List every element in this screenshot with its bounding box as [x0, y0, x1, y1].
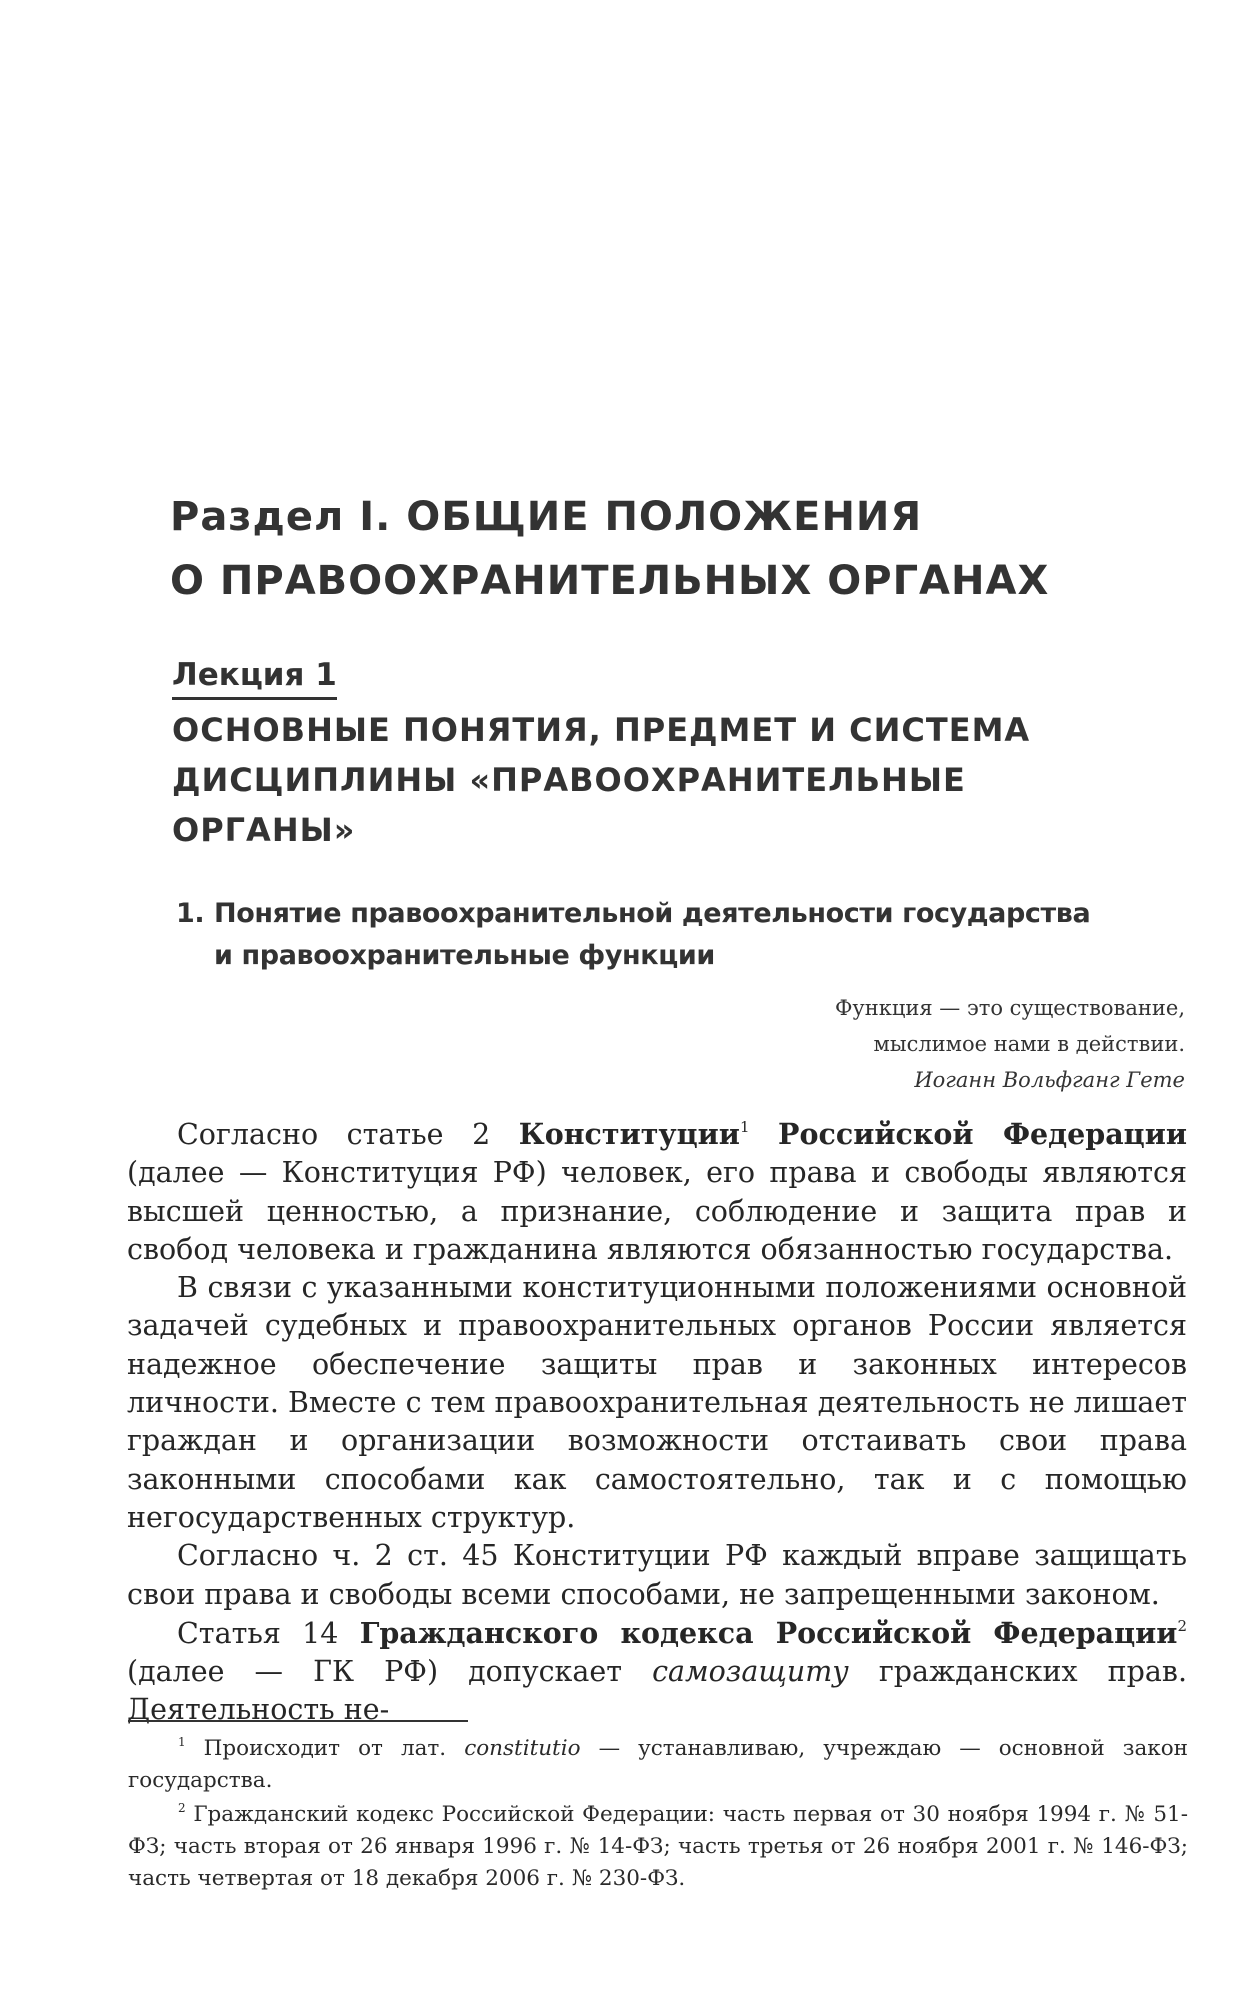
subsection-number: 1.	[176, 898, 205, 929]
footnote-1	[128, 1733, 1188, 1797]
p1-space	[750, 1118, 779, 1151]
footnote-ref-2[interactable]: 2	[1177, 1616, 1187, 1635]
lecture-title-line2: ДИСЦИПЛИНЫ «ПРАВООХРАНИТЕЛЬНЫЕ	[172, 761, 966, 799]
footnote-1-latin: constitutio	[464, 1736, 581, 1761]
epigraph-author: Иоганн Вольфганг Гете	[914, 1068, 1185, 1092]
p4-text-1: Статья 14	[177, 1616, 360, 1650]
civil-code-term: Гражданского кодекса Российской Федерации	[359, 1615, 1178, 1650]
footnote-2	[128, 1799, 1188, 1895]
lecture-title	[172, 705, 1132, 855]
subsection-line2: и правоохранительные функции	[214, 940, 715, 971]
self-defense-term: самозащиту	[652, 1655, 849, 1689]
footnote-2-mark: 2	[178, 1801, 186, 1815]
footnote-1-mark: 1	[178, 1735, 186, 1749]
footnote-divider	[128, 1720, 468, 1722]
subsection-heading	[176, 893, 1136, 977]
constitution-term: Конституции	[518, 1117, 740, 1151]
epigraph	[685, 990, 1185, 1098]
paragraph-1	[127, 1115, 1187, 1269]
russian-federation-term: Российской Федерации	[778, 1117, 1187, 1151]
subsection-line1: Понятие правоохранительной деятельности государства	[214, 898, 1091, 929]
p1-text-2: (далее — Конституция РФ) человек, его права и свободы являются высшей ценностью, а признание, соблюдение и защита прав и свобод человека и гражданина являются обязанностью государства.	[127, 1156, 1187, 1266]
footnotes	[128, 1733, 1188, 1897]
lecture-title-line1: ОСНОВНЫЕ ПОНЯТИЯ, ПРЕДМЕТ И СИСТЕМА	[172, 711, 1031, 749]
section-title-line1: Раздел I. ОБЩИЕ ПОЛОЖЕНИЯ	[170, 494, 923, 540]
lecture-label: Лекция 1	[172, 655, 337, 700]
body-text	[127, 1115, 1187, 1730]
paragraph-3: Согласно ч. 2 ст. 45 Конституции РФ каждый вправе защищать свои права и свободы всеми способами, не запрещенными законом.	[127, 1539, 1187, 1611]
p4-text-3: гражданских прав. Деятельность не-	[127, 1655, 1188, 1727]
p4-text-2: (далее — ГК РФ) допускает	[127, 1655, 653, 1689]
section-title-line2: О ПРАВООХРАНИТЕЛЬНЫХ ОРГАНАХ	[170, 558, 1050, 604]
footnote-1-text-2: — устанавливаю, учреждаю — основной закон государства.	[128, 1736, 1188, 1793]
footnote-1-text-1: Происходит от лат.	[185, 1736, 465, 1761]
paragraph-4	[127, 1614, 1187, 1730]
footnote-ref-1[interactable]: 1	[739, 1118, 750, 1136]
lecture-title-line3: ОРГАНЫ»	[172, 811, 356, 849]
section-title	[170, 485, 1130, 613]
p1-text-1: Согласно статье 2	[177, 1118, 519, 1151]
footnote-2-text: Гражданский кодекс Российской Федерации: часть первая от 30 ноября 1994 г. № 51-ФЗ; часть вторая от 26 января 1996 г. № 14-ФЗ; часть третья от 26 ноября 2001 г. № 146-ФЗ; часть четвертая от 18 декабря 2006 г. № 230-ФЗ.	[128, 1802, 1188, 1891]
epigraph-line2: мыслимое нами в действии.	[873, 1032, 1185, 1056]
paragraph-2: В связи с указанными конституционными положениями основной задачей судебных и правоохранительных органов России является надежное обеспечение защиты прав и законных интересов личности. Вместе с тем правоохранительная деятельность не лишает граждан и организации возможности отстаивать свои права законными способами как самостоятельно, так и с помощью негосударственных структур.	[127, 1271, 1187, 1534]
epigraph-line1: Функция — это существование,	[834, 996, 1185, 1020]
